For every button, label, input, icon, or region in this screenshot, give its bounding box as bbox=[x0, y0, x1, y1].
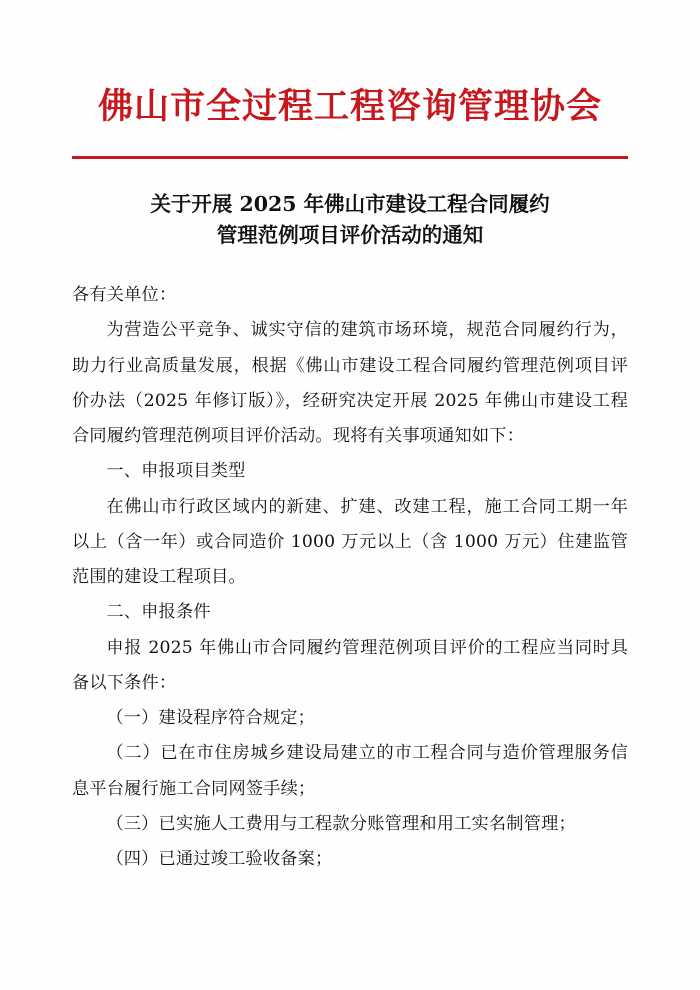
document-body bbox=[72, 278, 628, 878]
requirement-item-4: （四）已通过竣工验收备案； bbox=[106, 849, 333, 870]
paragraph-project-types: 在佛山市行政区域内的新建、扩建、改建工程，施工合同工期一年以上（含一年）或合同造价 1000 万元以上（含 1000 万元）住建监管范围的建设工程项目。 bbox=[72, 496, 628, 588]
document-title bbox=[72, 189, 628, 253]
requirement-item-3: （三）已实施人工费用与工程款分账管理和用工实名制管理； bbox=[106, 814, 576, 835]
letterhead bbox=[72, 0, 628, 159]
paragraph-requirements-intro: 申报 2025 年佛山市合同履约管理范例项目评价的工程应当同时具备以下条件： bbox=[72, 637, 628, 693]
document-title-line-2: 管理范例项目评价活动的通知 bbox=[216, 223, 484, 248]
requirement-item-2: （二）已在市住房城乡建设局建立的市工程合同与造价管理服务信息平台履行施工合同网签手续； bbox=[72, 743, 628, 799]
document-title-line-1: 关于开展 2025 年佛山市建设工程合同履约 bbox=[150, 191, 550, 216]
requirement-item-1: （一）建设程序符合规定； bbox=[106, 708, 316, 729]
section-heading-requirements: 二、申报条件 bbox=[106, 602, 211, 623]
organization-title: 佛山市全过程工程咨询管理协会 bbox=[97, 87, 602, 127]
section-heading-project-types: 一、申报项目类型 bbox=[106, 461, 246, 482]
salutation: 各有关单位： bbox=[72, 285, 177, 306]
paragraph-intro: 为营造公平竞争、诚实守信的建筑市场环境，规范合同履约行为，助力行业高质量发展，根据《佛山市建设工程合同履约管理范例项目评价办法（2025 年修订版）》，经研究决定开展 2025 年佛山市建设工程合同履约管理范例项目评价活动。现将有关事项通知如下： bbox=[72, 320, 628, 447]
letterhead-divider bbox=[72, 156, 628, 159]
